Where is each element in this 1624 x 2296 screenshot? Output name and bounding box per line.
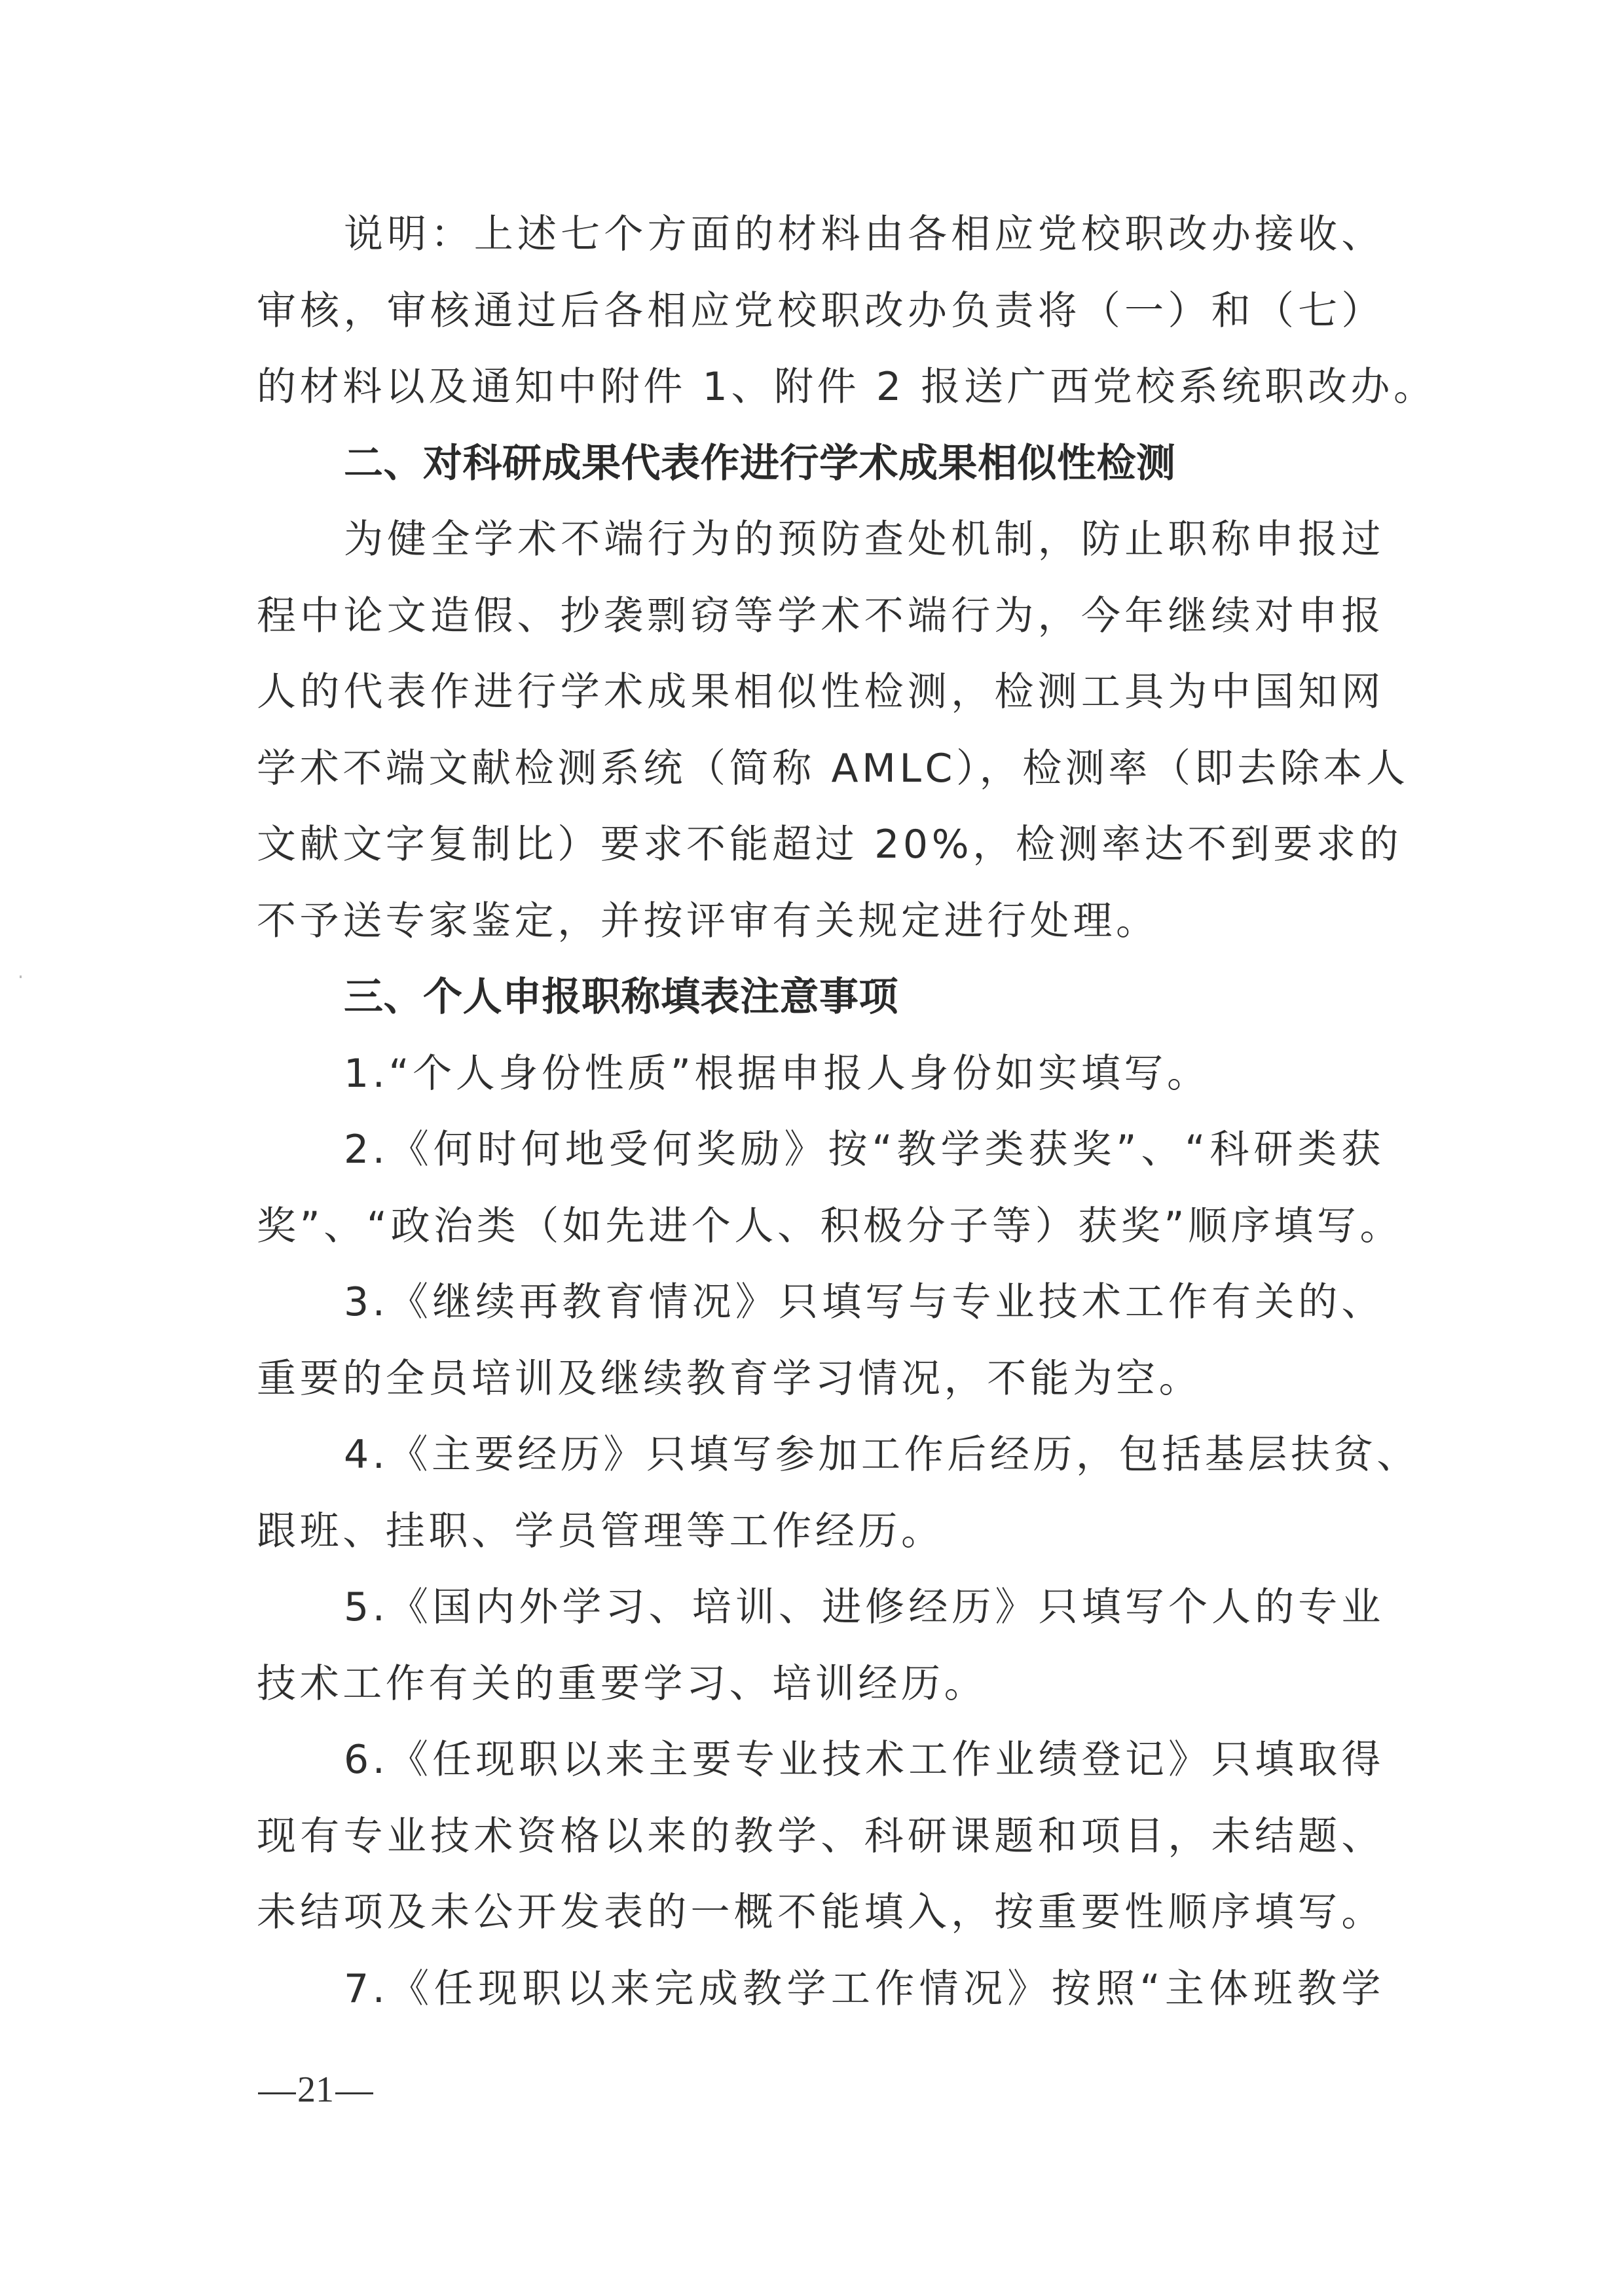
text-line: 1.“个人身份性质”根据申报人身份如实填写。	[344, 1050, 1210, 1097]
text-line: 4.《主要经历》只填写参加工作后经历，包括基层扶贫、	[344, 1432, 1420, 1478]
list-item-4	[257, 1417, 1420, 1569]
text-line: 重要的全员培训及继续教育学习情况，不能为空。	[257, 1355, 1202, 1402]
text-line: 3.《继续再教育情况》只填写与专业技术工作有关的、	[344, 1279, 1384, 1325]
text-line: 2.《何时何地受何奖励》按“教学类获奖”、“科研类获	[344, 1127, 1384, 1173]
text-line: 程中论文造假、抄袭剽窃等学术不端行为，今年继续对申报	[257, 592, 1384, 639]
text-line: 现有专业技术资格以来的教学、科研课题和项目，未结题、	[257, 1813, 1384, 1859]
text-line: 的材料以及通知中附件 1、附件 2 报送广西党校系统职改办。	[257, 364, 1437, 410]
text-line: 为健全学术不端行为的预防查处机制，防止职称申报过	[344, 517, 1384, 562]
text-line: 文献文字复制比）要求不能超过 20%，检测率达不到要求的	[257, 822, 1403, 867]
scan-speck	[20, 975, 22, 978]
page-number	[257, 2069, 375, 2111]
text-line: 学术不端文献检测系统（简称 AMLC），检测率（即去除本人	[257, 745, 1409, 792]
page-number-dash-left	[258, 2092, 296, 2094]
list-item-6	[257, 1722, 1384, 1951]
text-line: 技术工作有关的重要学习、培训经历。	[257, 1660, 987, 1707]
section-heading-2: 二、对科研成果代表作进行学术成果相似性检测	[344, 440, 1176, 486]
body-paragraph-similarity-check	[257, 501, 1409, 959]
text-line: 6.《任现职以来主要专业技术工作业绩登记》只填取得	[344, 1737, 1384, 1783]
list-item-7	[257, 1951, 1384, 2028]
section-heading-3: 三、个人申报职称填表注意事项	[344, 974, 898, 1020]
list-item-2	[257, 1112, 1403, 1264]
text-line: 审核，审核通过后各相应党校职改办负责将（一）和（七）	[257, 287, 1384, 334]
text-line: 不予送专家鉴定，并按评审有关规定进行处理。	[257, 898, 1159, 944]
list-item-1	[257, 1036, 1384, 1112]
text-line: 奖”、“政治类（如先进个人、积极分子等）获奖”顺序填写。	[257, 1203, 1403, 1249]
text-line: 人的代表作进行学术成果相似性检测，检测工具为中国知网	[257, 669, 1384, 715]
text-line: 说明：上述七个方面的材料由各相应党校职改办接收、	[344, 211, 1384, 257]
text-line: 7.《任现职以来完成教学工作情况》按照“主体班教学	[344, 1965, 1384, 2012]
text-line: 5.《国内外学习、培训、进修经历》只填写个人的专业	[344, 1584, 1384, 1630]
page-number-dash-right	[335, 2092, 373, 2094]
document-body	[257, 196, 1437, 2027]
page-number-value: 21	[297, 2069, 334, 2110]
note-paragraph	[257, 196, 1437, 426]
text-line: 跟班、挂职、学员管理等工作经历。	[257, 1508, 944, 1554]
list-item-3	[257, 1264, 1384, 1417]
list-item-5	[257, 1569, 1384, 1722]
text-line: 未结项及未公开发表的一概不能填入，按重要性顺序填写。	[257, 1889, 1384, 1935]
